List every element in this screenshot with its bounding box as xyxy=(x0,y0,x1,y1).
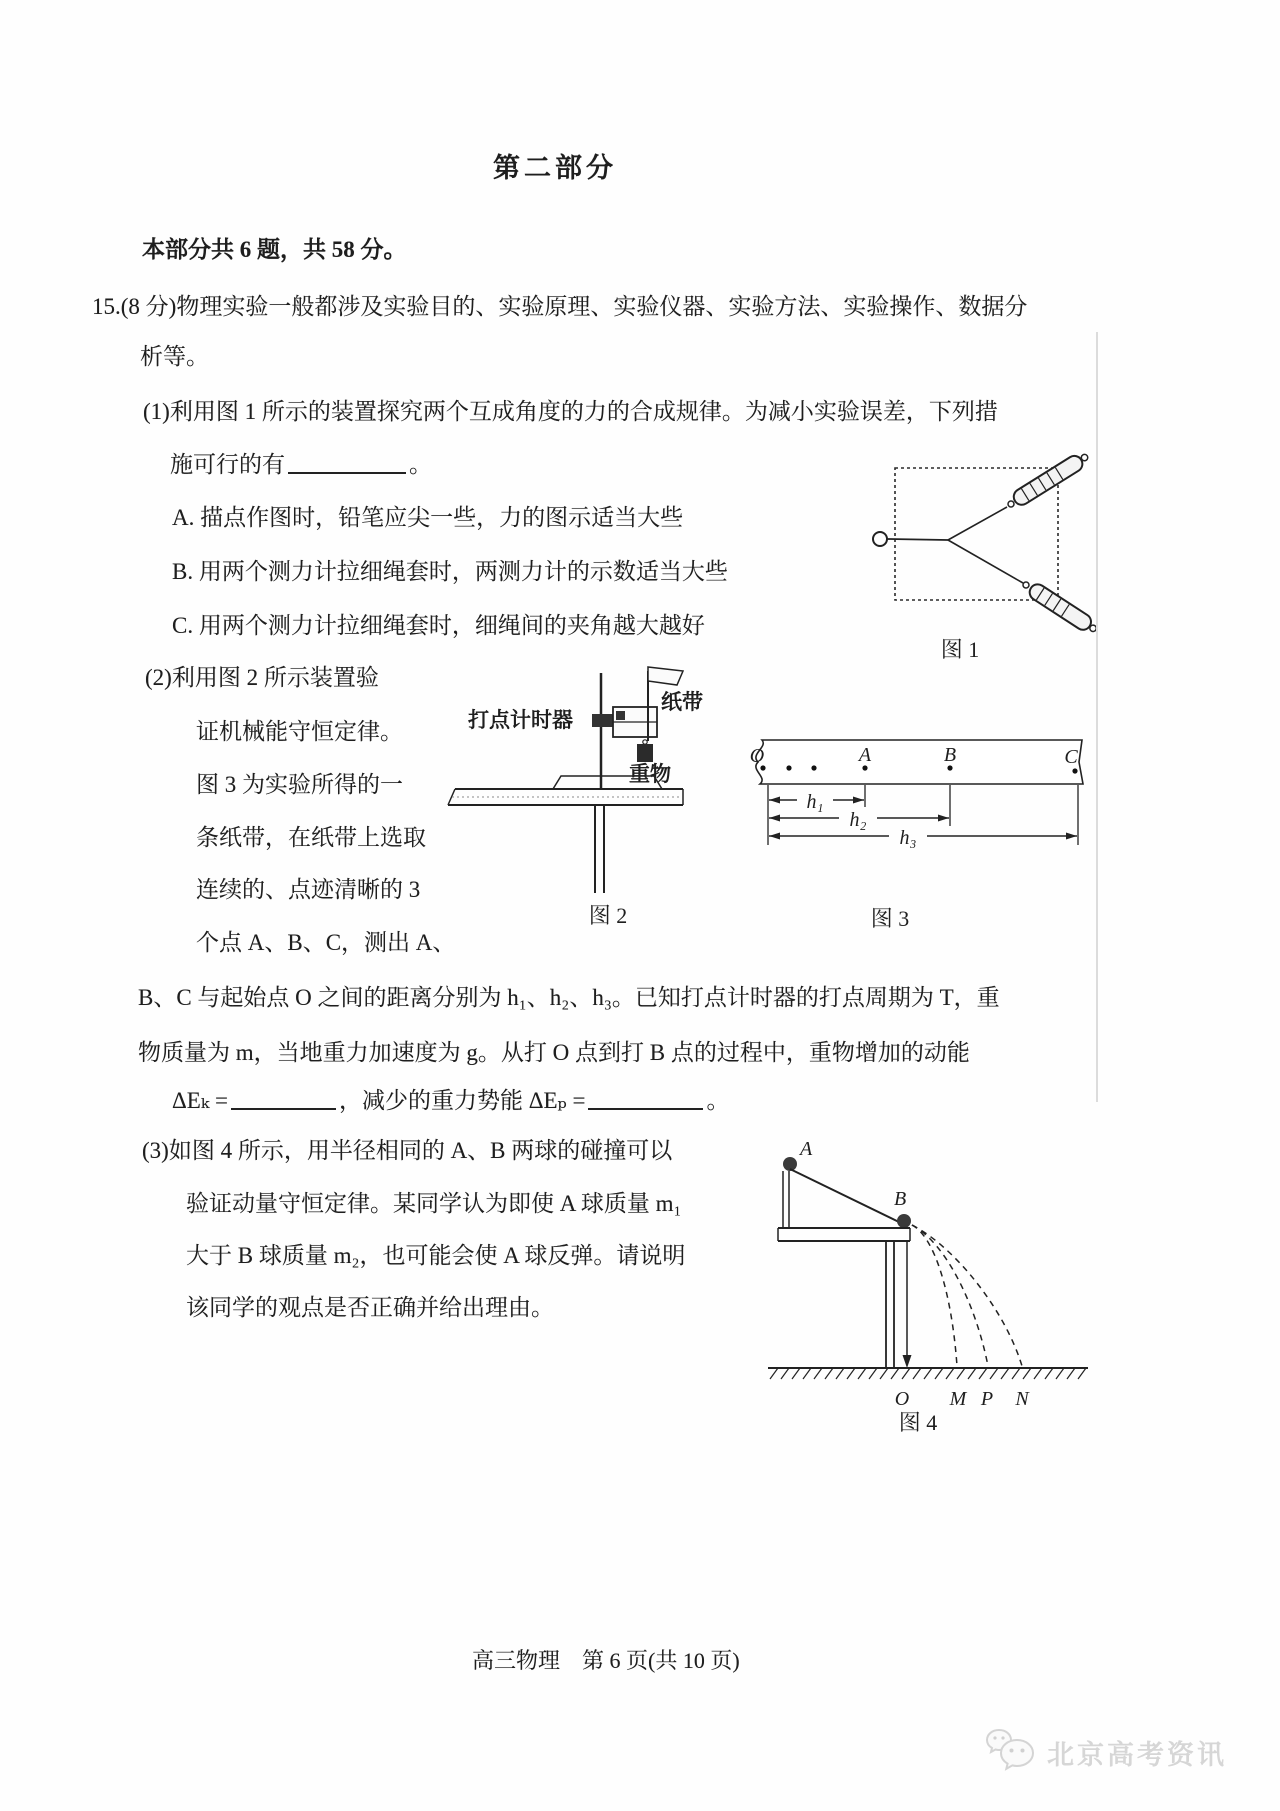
dot-2 xyxy=(811,765,816,770)
ground-n-label: N xyxy=(1015,1388,1029,1410)
weight-hook xyxy=(643,740,647,744)
string-top xyxy=(948,507,1007,540)
part3-line1: (3)如图 4 所示，用半径相同的 A、B 两球的碰撞可以 xyxy=(142,1138,673,1163)
trajectory-m xyxy=(912,1225,957,1366)
spring-scale-top xyxy=(1011,449,1092,508)
ground-m-label: M xyxy=(949,1388,967,1410)
spring-scale-bottom xyxy=(1027,581,1100,636)
part2-line5: 连续的、点迹清晰的 3 xyxy=(196,877,421,902)
part2-line6: 个点 A、B、C，测出 A、 xyxy=(196,930,456,955)
ground-p-label: P xyxy=(980,1388,994,1410)
h2-head-left xyxy=(769,815,780,822)
timer-detail xyxy=(616,711,625,720)
weight-label: 重物 xyxy=(629,762,671,786)
part2-line3: 图 3 为实验所得的一 xyxy=(196,772,403,797)
point-c-label: C xyxy=(1064,746,1078,768)
point-o-label: O xyxy=(749,745,765,767)
h2-head-right xyxy=(938,815,949,822)
h1-label: h₁ xyxy=(806,791,824,813)
figure-4-caption: 图 4 xyxy=(898,1410,938,1435)
part1-fill-line xyxy=(170,449,432,481)
figure-1-caption: 图 1 xyxy=(940,637,980,662)
ek-pre: ΔEₖ = xyxy=(172,1088,228,1113)
figure-2-caption: 图 2 xyxy=(588,903,628,928)
h1-head-left xyxy=(769,797,780,804)
trajectory-p xyxy=(912,1225,988,1366)
figure-3 xyxy=(730,730,1100,940)
figure-2 xyxy=(440,655,725,945)
part1-line1: (1)利用图 1 所示的装置探究两个互成角度的力的合成规律。为减小实验误差，下列措 xyxy=(143,399,998,424)
weight xyxy=(637,744,653,762)
option-a: A. 描点作图时，铅笔应尖一些，力的图示适当大些 xyxy=(172,505,684,530)
h3-head-right xyxy=(1066,833,1077,840)
trajectory-n xyxy=(912,1225,1022,1366)
dot-c xyxy=(1072,768,1077,773)
part1-fill-post: 。 xyxy=(409,452,432,477)
ball-b xyxy=(897,1214,911,1228)
dot-b xyxy=(947,765,952,770)
h2-label: h₂ xyxy=(849,809,867,831)
page-footer: 高三物理 第 6 页(共 10 页) xyxy=(472,1648,740,1673)
scan-edge-artifact xyxy=(1096,332,1098,1102)
tape-body xyxy=(756,740,1083,784)
watermark-text: 北京高考资讯 xyxy=(1047,1739,1227,1770)
part3-line3: 大于 B 球质量 m₂，也可能会使 A 球反弹。请说明 xyxy=(186,1243,686,1268)
ramp-rail xyxy=(790,1169,901,1223)
wechat-bubbles-icon xyxy=(983,1726,1039,1778)
tape-end-flag xyxy=(648,667,683,685)
part2-line4: 条纸带，在纸带上选取 xyxy=(196,825,426,850)
section-note: 本部分共 6 题，共 58 分。 xyxy=(142,237,407,262)
figure-1 xyxy=(865,445,1100,670)
h3-label: h₃ xyxy=(899,827,917,849)
h3-head-left xyxy=(769,833,780,840)
ring xyxy=(873,532,887,546)
figure-4 xyxy=(750,1125,1100,1455)
tape-label: 纸带 xyxy=(661,690,703,714)
dot-1 xyxy=(786,765,791,770)
option-c: C. 用两个测力计拉细绳套时，细绳间的夹角越大越好 xyxy=(172,613,705,638)
answer-blank xyxy=(288,452,406,474)
figure-3-caption: 图 3 xyxy=(870,906,910,931)
part-title: 第二部分 xyxy=(493,153,617,183)
point-a-label: A xyxy=(858,744,872,766)
ball-a xyxy=(783,1157,797,1171)
part3-line4: 该同学的观点是否正确并给出理由。 xyxy=(186,1295,554,1320)
part1-fill-pre: 施可行的有 xyxy=(170,452,285,477)
q15-intro-line2: 析等。 xyxy=(140,344,209,369)
clamp xyxy=(592,714,613,727)
part2-line1: (2)利用图 2 所示装置验 xyxy=(145,665,379,690)
dot-a xyxy=(862,765,867,770)
part2-line2: 证机械能守恒定律。 xyxy=(196,719,403,744)
watermark xyxy=(983,1724,1227,1780)
ball-b-label: B xyxy=(894,1188,907,1210)
answer-blank xyxy=(588,1088,703,1110)
timer-label: 打点计时器 xyxy=(468,708,573,732)
option-b: B. 用两个测力计拉细绳套时，两测力计的示数适当大些 xyxy=(172,559,728,584)
ek-post: 。 xyxy=(706,1088,730,1113)
drop-arrowhead xyxy=(903,1355,912,1368)
part2-line7: B、C 与起始点 O 之间的距离分别为 h₁、h₂、h₃。已知打点计时器的打点周期为 T，重 xyxy=(138,985,1000,1010)
h1-head-right xyxy=(853,797,864,804)
part2-answer-line xyxy=(172,1085,729,1117)
answer-blank xyxy=(231,1088,336,1110)
ball-a-label: A xyxy=(800,1138,813,1160)
ground-hatching xyxy=(770,1368,1086,1379)
ek-mid: ，减少的重力势能 ΔEₚ = xyxy=(338,1088,586,1113)
string-bottom xyxy=(948,540,1023,583)
hook-top xyxy=(1008,501,1014,507)
rubber-band xyxy=(887,539,948,540)
part3-line2: 验证动量守恒定律。某同学认为即使 A 球质量 m₁ xyxy=(186,1191,682,1216)
part2-line8: 物质量为 m，当地重力加速度为 g。从打 O 点到打 B 点的过程中，重物增加的动能 xyxy=(138,1040,970,1065)
ground-o-label: O xyxy=(894,1388,910,1410)
point-b-label: B xyxy=(943,744,957,766)
q15-intro-line1: 15.(8 分)物理实验一般都涉及实验目的、实验原理、实验仪器、实验方法、实验操作、数据分 xyxy=(92,294,1028,319)
hook-bottom xyxy=(1023,582,1029,588)
